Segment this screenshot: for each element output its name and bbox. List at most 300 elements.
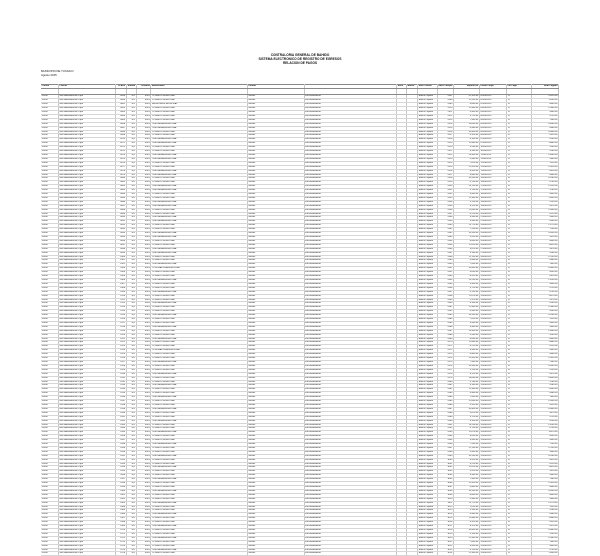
table-cell: Gto administracion 4 pal [58, 517, 115, 521]
table-cell: 31/08/2015 [479, 325, 506, 329]
table-cell: 11 [507, 216, 532, 220]
table-cell: 0001 [136, 138, 151, 142]
table-cell: 3240.00 [531, 146, 558, 150]
table-cell: 2917 [437, 134, 453, 138]
table-cell: 20000 [41, 521, 58, 525]
table-cell: Banco Popular [418, 376, 438, 380]
table-cell: Funcionamiento [304, 236, 397, 240]
table-cell: 20000 [41, 236, 58, 240]
table-cell: 0121 [115, 337, 126, 341]
table-cell: Funcionamiento [304, 165, 397, 169]
table-cell: 10,530.00 [453, 364, 479, 368]
table-cell: 0001 [136, 255, 151, 259]
table-cell: 0155 [115, 470, 126, 474]
table-cell: 0001 [136, 513, 151, 517]
table-cell: 0119 [115, 329, 126, 333]
table-cell: CONTRALORIA MUNICIPAL [151, 267, 247, 271]
table-cell: 9,990.00 [453, 216, 479, 220]
table-cell: Gto administracion 4 pal [58, 368, 115, 372]
table-cell: 20000 [41, 228, 58, 232]
table-cell: 20000 [41, 419, 58, 423]
table-cell: 20000 [41, 353, 58, 357]
table-cell: 0001 [136, 544, 151, 548]
table-cell [397, 552, 407, 556]
table-cell: 101 [126, 407, 136, 411]
table-cell: 11 [507, 513, 532, 517]
table-cell: 101 [126, 439, 136, 443]
table-cell: 6,480.00 [453, 259, 479, 263]
table-cell: 20000 [41, 329, 58, 333]
table-cell: 0001 [136, 349, 151, 353]
table-cell: Gastos [247, 173, 304, 177]
table-cell: Banco Popular [418, 271, 438, 275]
table-cell: Gto administracion 4 pal [58, 306, 115, 310]
table-cell: Funcionamiento [304, 247, 397, 251]
table-cell: 31/08/2015 [479, 528, 506, 532]
table-cell: 0001 [136, 236, 151, 240]
table-cell: Banco Popular [418, 228, 438, 232]
table-cell: Gastos [247, 482, 304, 486]
table-cell: 6,210.00 [453, 212, 479, 216]
table-cell: Funcionamiento [304, 255, 397, 259]
table-cell: 2943 [437, 236, 453, 240]
table-cell: Banco Popular [418, 236, 438, 240]
table-cell: Funcionamiento [304, 224, 397, 228]
table-cell: 2962 [437, 310, 453, 314]
table-cell: Funcionamiento [304, 376, 397, 380]
table-cell: 0001 [136, 540, 151, 544]
table-cell: Gastos [247, 353, 304, 357]
table-cell: 9,450.00 [453, 439, 479, 443]
table-cell: Banco Popular [418, 212, 438, 216]
table-cell: CONSEJO MUNICIPAL [151, 540, 247, 544]
table-cell: 0001 [136, 298, 151, 302]
table-cell: Funcionamiento [304, 321, 397, 325]
table-cell: 11 [507, 161, 532, 165]
table-cell: 17/08/2015 [479, 189, 506, 193]
table-cell: Gto administracion 4 pal [58, 142, 115, 146]
table-cell: 11 [507, 150, 532, 154]
table-cell: 11 [507, 286, 532, 290]
table-cell: 0001 [136, 290, 151, 294]
table-cell: CONSEJO MUNICIPAL [151, 493, 247, 497]
table-cell: 26/08/2015 [479, 243, 506, 247]
table-cell: 9,180.00 [453, 150, 479, 154]
table-cell: 101 [126, 345, 136, 349]
table-cell: CONSEJO MUNICIPAL [151, 474, 247, 478]
table-cell: 0161 [115, 493, 126, 497]
table-cell: 31/08/2015 [479, 489, 506, 493]
table-cell: Gastos [247, 458, 304, 462]
table-cell: 2997 [437, 446, 453, 450]
table-cell: Gto administracion 4 pal [58, 290, 115, 294]
table-cell: 4320.00 [531, 134, 558, 138]
table-cell: 11 [507, 532, 532, 536]
table-cell: 0001 [136, 251, 151, 255]
table-cell: 5130.00 [531, 200, 558, 204]
table-cell: TESORERIA MUNICIPAL [151, 142, 247, 146]
table-cell: Gto administracion 4 pal [58, 403, 115, 407]
table-cell: Gto administracion 4 pal [58, 255, 115, 259]
table-cell: 0001 [136, 329, 151, 333]
table-cell: 101 [126, 146, 136, 150]
table-cell: Gastos [247, 392, 304, 396]
table-cell: Gto administracion 4 pal [58, 552, 115, 556]
table-cell: 101 [126, 318, 136, 322]
table-cell: 0072 [115, 146, 126, 150]
table-cell: 0001 [136, 388, 151, 392]
table-cell: Gastos [247, 212, 304, 216]
table-cell: 11 [507, 361, 532, 365]
table-cell: 8640.00 [531, 337, 558, 341]
table-cell: 0001 [136, 200, 151, 204]
table-cell: 8370.00 [531, 372, 558, 376]
table-cell: 20000 [41, 185, 58, 189]
table-cell: Gastos [247, 224, 304, 228]
table-cell: 11 [507, 435, 532, 439]
table-cell: Funcionamiento [304, 361, 397, 365]
table-cell: Funcionamiento [304, 310, 397, 314]
table-cell: CONSEJO MUNICIPAL [151, 193, 247, 197]
column-header: Beneficiario [151, 85, 247, 89]
table-cell: 9,450.00 [453, 193, 479, 197]
table-cell: TESORERIA MUNICIPAL [151, 126, 247, 130]
table-cell: 7020.00 [531, 318, 558, 322]
table-cell: 11 [507, 251, 532, 255]
table-cell: Gto administracion 4 pal [58, 505, 115, 509]
table-cell: 31/08/2015 [479, 536, 506, 540]
table-cell: 0132 [115, 380, 126, 384]
table-cell: 101 [126, 114, 136, 118]
table-cell: 11 [507, 321, 532, 325]
table-cell: 31/08/2015 [479, 368, 506, 372]
table-cell: Gastos [247, 263, 304, 267]
table-cell: 2963 [437, 314, 453, 318]
table-cell: 02/08/2015 [479, 103, 506, 107]
table-cell: 31/08/2015 [479, 388, 506, 392]
table-cell: 31/08/2015 [479, 282, 506, 286]
table-cell: 31/08/2015 [479, 497, 506, 501]
table-cell: Gto administracion 4 pal [58, 454, 115, 458]
column-header: Importe Re [453, 85, 479, 89]
table-cell: 3021 [437, 540, 453, 544]
table-cell: Banco Popular [418, 282, 438, 286]
table-cell: 4,050.00 [453, 435, 479, 439]
table-cell: 0001 [136, 122, 151, 126]
table-cell: CONSEJO MUNICIPAL [151, 224, 247, 228]
table-cell: 2994 [437, 435, 453, 439]
table-cell: Gastos [247, 314, 304, 318]
table-cell: 20000 [41, 552, 58, 556]
table-cell: 101 [126, 427, 136, 431]
table-cell: 11 [507, 146, 532, 150]
table-cell: Gto administracion 4 pal [58, 548, 115, 552]
table-cell: Gastos [247, 236, 304, 240]
table-cell: 31/08/2015 [479, 517, 506, 521]
table-cell: Gastos [247, 380, 304, 384]
table-cell: Banco Popular [418, 111, 438, 115]
table-cell: Gastos [247, 474, 304, 478]
table-cell: 5,400.00 [453, 282, 479, 286]
table-cell: 11 [507, 548, 532, 552]
table-cell: 2979 [437, 376, 453, 380]
table-cell: 9,180.00 [453, 384, 479, 388]
table-cell: Gto administracion 4 pal [58, 130, 115, 134]
table-cell: 101 [126, 384, 136, 388]
table-cell: Gastos [247, 376, 304, 380]
table-cell: 0001 [136, 118, 151, 122]
table-cell: Banco Popular [418, 450, 438, 454]
table-cell: 15120.00 [531, 185, 558, 189]
table-cell: Banco Popular [418, 243, 438, 247]
table-cell: 11 [507, 130, 532, 134]
table-cell: Gto administracion 4 pal [58, 267, 115, 271]
table-cell: 101 [126, 349, 136, 353]
table-cell: Gto administracion 4 pal [58, 243, 115, 247]
table-cell: Banco Popular [418, 310, 438, 314]
table-cell: 11 [507, 411, 532, 415]
table-cell: Funcionamiento [304, 368, 397, 372]
column-header: Serie [397, 85, 407, 89]
table-cell: 20000 [41, 462, 58, 466]
table-cell: 0143 [115, 423, 126, 427]
table-cell: 2970.00 [531, 298, 558, 302]
table-cell: 101 [126, 486, 136, 490]
table-cell: Gastos [247, 443, 304, 447]
table-cell: 101 [126, 111, 136, 115]
table-cell: 11610.00 [531, 243, 558, 247]
table-cell: 9720.00 [531, 415, 558, 419]
table-cell: Gastos [247, 286, 304, 290]
table-cell: 7290.00 [531, 443, 558, 447]
table-cell: 11 [507, 396, 532, 400]
table-cell: 31/08/2015 [479, 263, 506, 267]
table-cell: 0164 [115, 505, 126, 509]
table-cell: 8,100.00 [453, 302, 479, 306]
table-cell: 0101 [115, 259, 126, 263]
table-cell: Funcionamiento [304, 450, 397, 454]
table-cell: TESORERIA MUNICIPAL [151, 372, 247, 376]
table-cell: 0154 [115, 466, 126, 470]
table-cell: 20000 [41, 341, 58, 345]
table-cell: 11 [507, 509, 532, 513]
table-cell: 11 [507, 501, 532, 505]
table-cell: 2936 [437, 208, 453, 212]
table-cell: 20000 [41, 532, 58, 536]
table-cell: Gto administracion 4 pal [58, 411, 115, 415]
table-cell: 7,560.00 [453, 118, 479, 122]
table-cell: 4,050.00 [453, 271, 479, 275]
table-cell: 20000 [41, 259, 58, 263]
table-cell: 12420.00 [531, 482, 558, 486]
table-cell: Gto administracion 4 pal [58, 364, 115, 368]
table-cell: 4320.00 [531, 521, 558, 525]
table-cell: Gto administracion 4 pal [58, 318, 115, 322]
table-cell: 0092 [115, 224, 126, 228]
table-cell: 101 [126, 153, 136, 157]
table-cell: 20000 [41, 130, 58, 134]
table-cell: 0126 [115, 357, 126, 361]
table-cell: Gastos [247, 181, 304, 185]
table-cell: 20000 [41, 337, 58, 341]
table-cell: 31/08/2015 [479, 458, 506, 462]
table-cell: 101 [126, 282, 136, 286]
table-cell: 13230.00 [531, 423, 558, 427]
table-cell: 2974 [437, 357, 453, 361]
table-cell: 20000 [41, 411, 58, 415]
table-cell: 0001 [136, 314, 151, 318]
table-cell: 0001 [136, 278, 151, 282]
table-cell: 0169 [115, 525, 126, 529]
table-cell: 20000 [41, 513, 58, 517]
table-cell: Gto administracion 4 pal [58, 153, 115, 157]
table-cell: Gastos [247, 185, 304, 189]
table-cell: 12,960.00 [453, 306, 479, 310]
table-cell: Banco Popular [418, 364, 438, 368]
table-cell: CONSEJO MUNICIPAL [151, 212, 247, 216]
table-cell: 0122 [115, 341, 126, 345]
table-cell: 02/08/2015 [479, 95, 506, 99]
table-cell: 7,290.00 [453, 443, 479, 447]
table-cell: 14/08/2015 [479, 181, 506, 185]
table-cell: Funcionamiento [304, 462, 397, 466]
table-cell: Gastos [247, 384, 304, 388]
table-cell: 11 [507, 419, 532, 423]
table-cell: 0001 [136, 220, 151, 224]
table-cell: 5940.00 [531, 157, 558, 161]
table-cell: 0001 [136, 407, 151, 411]
table-cell: 2966 [437, 325, 453, 329]
table-cell: Banco Popular [418, 400, 438, 404]
table-cell: 2987 [437, 407, 453, 411]
table-cell: 0088 [115, 208, 126, 212]
table-cell: 31/08/2015 [479, 501, 506, 505]
table-cell: 10/08/2015 [479, 150, 506, 154]
table-cell: CONSEJO MUNICIPAL [151, 130, 247, 134]
table-cell: CONSEJO MUNICIPAL [151, 517, 247, 521]
table-cell: 0001 [136, 193, 151, 197]
table-cell: Banco Popular [418, 181, 438, 185]
table-cell: 3000 [437, 458, 453, 462]
table-cell: Funcionamiento [304, 122, 397, 126]
table-cell: TESORERIA MUNICIPAL [151, 263, 247, 267]
table-cell: 101 [126, 329, 136, 333]
table-cell: 101 [126, 107, 136, 111]
table-cell: 101 [126, 243, 136, 247]
table-cell: Gto administracion 4 pal [58, 497, 115, 501]
column-header: Fte Pago [507, 85, 532, 89]
table-cell: 0086 [115, 200, 126, 204]
table-cell: Banco Popular [418, 443, 438, 447]
table-cell: 2978 [437, 372, 453, 376]
table-cell: 11 [507, 474, 532, 478]
table-cell: Gto administracion 4 pal [58, 220, 115, 224]
table-cell: Funcionamiento [304, 505, 397, 509]
table-cell: 2909 [437, 103, 453, 107]
table-cell: Banco Popular [418, 486, 438, 490]
table-cell: 0145 [115, 431, 126, 435]
table-cell: 2925 [437, 165, 453, 169]
table-cell: 31/08/2015 [479, 302, 506, 306]
table-cell: Funcionamiento [304, 278, 397, 282]
table-cell: Gastos [247, 431, 304, 435]
table-cell: 11 [507, 439, 532, 443]
table-cell: 0001 [136, 208, 151, 212]
table-cell: Banco Popular [418, 361, 438, 365]
table-cell: 31/08/2015 [479, 450, 506, 454]
table-cell: 20000 [41, 431, 58, 435]
table-cell: 11 [507, 552, 532, 556]
table-cell: 11 [507, 310, 532, 314]
table-cell: Gastos [247, 517, 304, 521]
table-cell: Gastos [247, 489, 304, 493]
table-cell: 6,210.00 [453, 462, 479, 466]
table-cell: 06/08/2015 [479, 130, 506, 134]
table-cell: Funcionamiento [304, 228, 397, 232]
table-cell: Gto administracion 4 pal [58, 384, 115, 388]
table-cell: 12,150.00 [453, 255, 479, 259]
table-cell: 2985 [437, 400, 453, 404]
table-cell: 11 [507, 185, 532, 189]
table-cell: Gastos [247, 325, 304, 329]
table-cell: 12/08/2015 [479, 161, 506, 165]
table-cell: 20000 [41, 396, 58, 400]
table-cell: Gto administracion 4 pal [58, 423, 115, 427]
table-cell: Gto administracion 4 pal [58, 314, 115, 318]
table-cell: 0068 [115, 130, 126, 134]
table-cell: 0075 [115, 157, 126, 161]
table-cell: 20000 [41, 157, 58, 161]
table-cell: 20000 [41, 173, 58, 177]
table-cell: 11 [507, 126, 532, 130]
table-cell: 20000 [41, 224, 58, 228]
table-cell: 20000 [41, 403, 58, 407]
table-cell: 101 [126, 376, 136, 380]
table-cell: 11,340.00 [453, 552, 479, 556]
table-cell: 101 [126, 466, 136, 470]
column-header: Partida [247, 85, 304, 89]
table-cell: 3780.00 [531, 380, 558, 384]
table-cell: 20000 [41, 165, 58, 169]
table-cell: Gto administracion 4 pal [58, 478, 115, 482]
table-cell: Gto administracion 4 pal [58, 392, 115, 396]
table-cell: Funcionamiento [304, 540, 397, 544]
table-cell: TESORERIA MUNICIPAL [151, 189, 247, 193]
table-cell: 0001 [136, 532, 151, 536]
table-cell: 0001 [136, 228, 151, 232]
table-cell: Banco Popular [418, 513, 438, 517]
table-cell: 20000 [41, 193, 58, 197]
table-cell: 0001 [136, 341, 151, 345]
table-cell: Gastos [247, 114, 304, 118]
table-cell: 10,800.00 [453, 528, 479, 532]
table-cell: 0001 [136, 376, 151, 380]
table-cell: 11880.00 [531, 142, 558, 146]
table-cell: 20000 [41, 220, 58, 224]
table-cell: 2939 [437, 220, 453, 224]
table-cell: Gto administracion 4 pal [58, 107, 115, 111]
table-cell: 31/08/2015 [479, 548, 506, 552]
table-cell: Gastos [247, 525, 304, 529]
table-cell: 05/08/2015 [479, 126, 506, 130]
table-cell: 4,320.00 [453, 134, 479, 138]
table-cell: Funcionamiento [304, 189, 397, 193]
table-cell: 2969 [437, 337, 453, 341]
table-cell: 24/08/2015 [479, 224, 506, 228]
table-cell: 2986 [437, 403, 453, 407]
table-cell: 13,230.00 [453, 423, 479, 427]
table-cell: 0140 [115, 411, 126, 415]
